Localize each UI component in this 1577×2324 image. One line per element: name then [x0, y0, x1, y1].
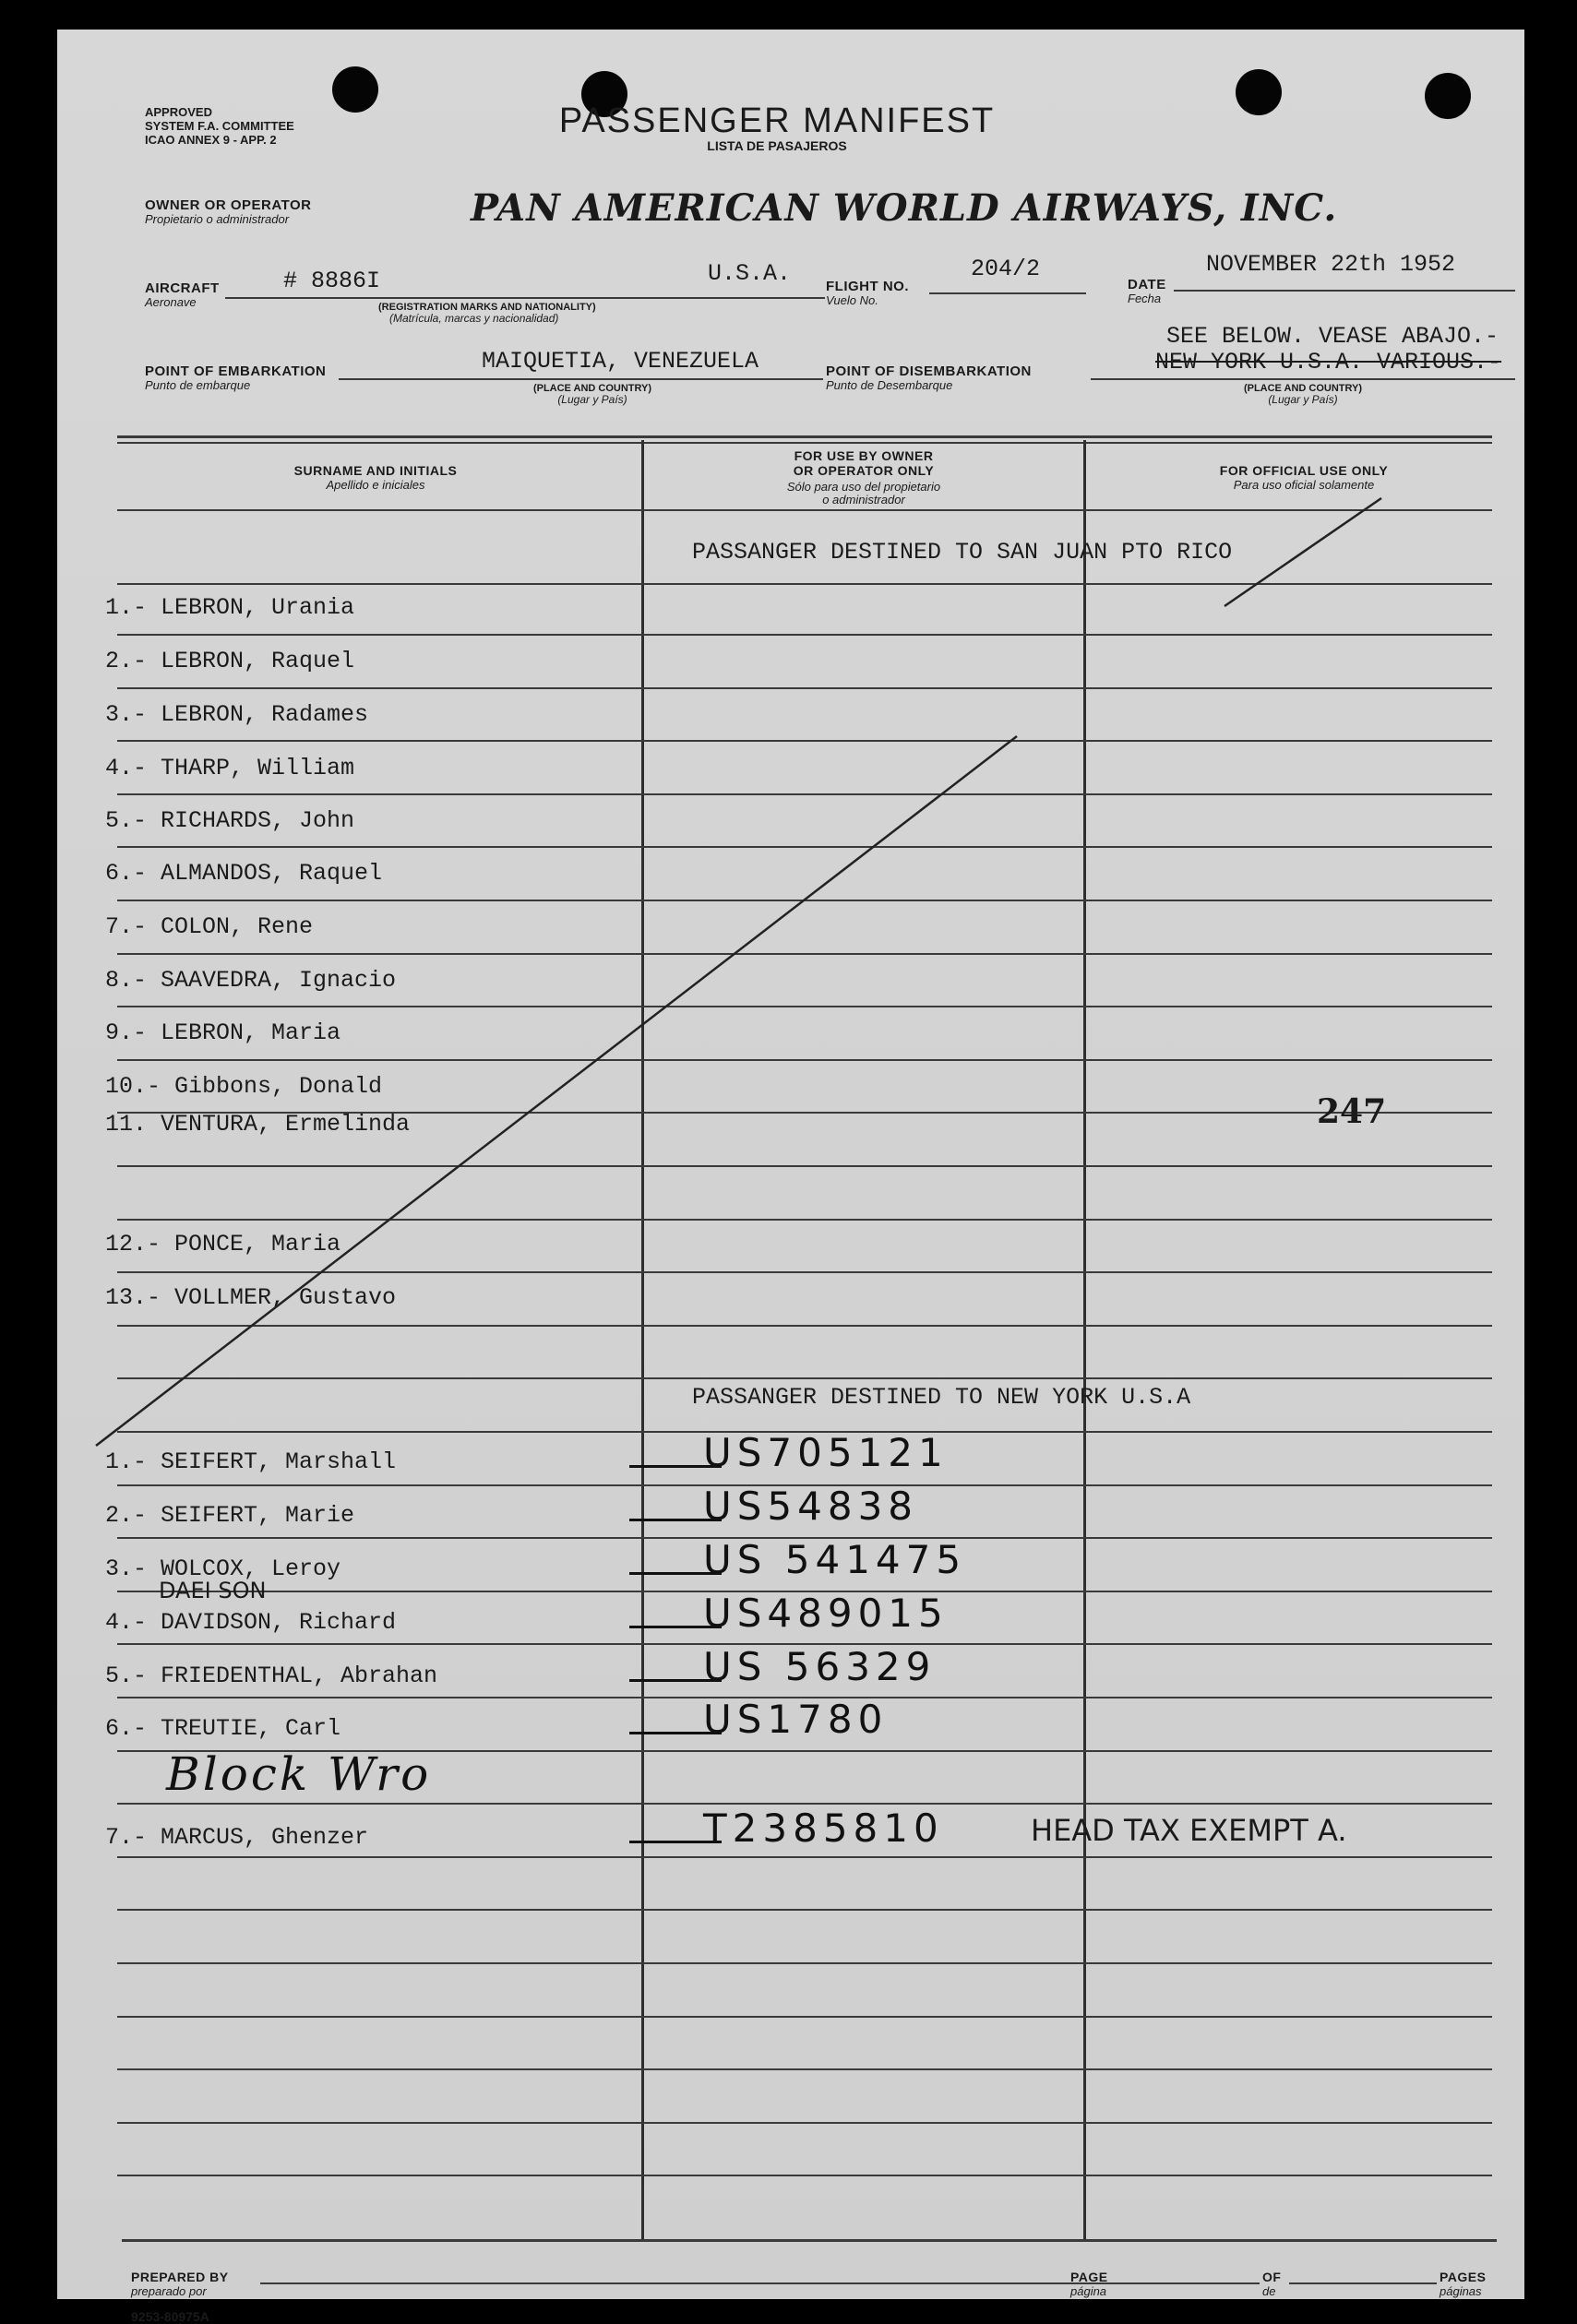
column-header-owner-2: OR OPERATOR ONLY [793, 463, 935, 478]
handwritten-correction: DAEI SON [159, 1578, 267, 1603]
place-note-2: (PLACE AND COUNTRY) [1243, 383, 1363, 394]
page-label-es: página [1070, 2284, 1107, 2298]
document-number: US705121 [703, 1430, 949, 1475]
registration-note: (REGISTRATION MARKS AND NATIONALITY) [378, 302, 596, 313]
aircraft-value: # 8886I [283, 268, 381, 294]
passenger-row: 2.- LEBRON, Raquel [105, 648, 355, 674]
embarkation-label-es: Punto de embarque [145, 378, 251, 392]
of-label-es: de [1262, 2284, 1276, 2298]
place-note-2-es: (Lugar y País) [1268, 393, 1338, 406]
passenger-row: 1.- SEIFERT, Marshall [105, 1448, 397, 1475]
approval-line: ICAO ANNEX 9 - APP. 2 [145, 133, 277, 147]
disembarkation-value-1: SEE BELOW. VEASE ABAJO.- [1166, 323, 1499, 350]
cancel-strike-lines [57, 30, 1524, 2299]
handwritten-note: Block Wro [166, 1747, 432, 1801]
passenger-row: 13.- VOLLMER, Gustavo [105, 1284, 397, 1311]
owner-label: OWNER OR OPERATOR [145, 197, 312, 213]
passenger-row: 7.- MARCUS, Ghenzer [105, 1824, 369, 1851]
passenger-row: 5.- FRIEDENTHAL, Abrahan [105, 1663, 438, 1689]
date-label-es: Fecha [1128, 292, 1162, 305]
column-header-surname-es: Apellido e iniciales [326, 478, 425, 492]
passenger-row: 6.- ALMANDOS, Raquel [105, 860, 383, 887]
passenger-row: 2.- SEIFERT, Marie [105, 1502, 355, 1529]
document-number: US 541475 [703, 1537, 967, 1582]
embarkation-label: POINT OF EMBARKATION [145, 363, 327, 379]
owner-value: PAN AMERICAN WORLD AIRWAYS, INC. [471, 186, 1338, 230]
page-title: PASSENGER MANIFEST [558, 101, 996, 140]
passenger-row: 8.- SAAVEDRA, Ignacio [105, 967, 397, 994]
manifest-sheet [57, 30, 1524, 2324]
page-subtitle: LISTA DE PASAJEROS [707, 138, 847, 153]
flight-value: 204/2 [971, 256, 1041, 282]
column-header-official: FOR OFFICIAL USE ONLY [1219, 463, 1389, 478]
passenger-row: 12.- PONCE, Maria [105, 1231, 341, 1257]
passenger-row: 7.- COLON, Rene [105, 913, 314, 940]
owner-label-es: Propietario o administrador [145, 212, 290, 226]
place-note: (PLACE AND COUNTRY) [532, 383, 652, 394]
column-header-owner-es-2: o administrador [822, 493, 905, 507]
passenger-row: 11. VENTURA, Ermelinda [105, 1111, 411, 1138]
date-label: DATE [1128, 277, 1166, 292]
column-header-official-es: Para uso oficial solamente [1233, 478, 1375, 492]
document-number: US 56329 [703, 1644, 937, 1689]
place-note-es: (Lugar y País) [557, 393, 627, 406]
passenger-row: 4.- THARP, William [105, 755, 355, 781]
passenger-row: 3.- WOLCOX, Leroy [105, 1555, 341, 1582]
document-number: US489015 [703, 1591, 949, 1636]
column-header-surname: SURNAME AND INITIALS [293, 463, 458, 478]
pages-label: PAGES [1440, 2270, 1487, 2284]
column-header-owner-es: Sólo para uso del propietario [786, 480, 941, 494]
flight-label: FLIGHT NO. [826, 279, 909, 294]
document-number: T2385810 [703, 1806, 944, 1851]
approval-line: APPROVED [145, 105, 212, 119]
prepared-label-es: preparado por [131, 2284, 207, 2298]
form-number: 9253-80975A [131, 2309, 209, 2324]
aircraft-nationality: U.S.A. [708, 260, 792, 287]
of-label: OF [1262, 2270, 1282, 2284]
flight-label-es: Vuelo No. [826, 293, 878, 307]
group-heading-san-juan: PASSANGER DESTINED TO SAN JUAN PTO RICO [692, 539, 1233, 566]
aircraft-label-es: Aeronave [145, 295, 197, 309]
embarkation-value: MAIQUETIA, VENEZUELA [482, 348, 759, 375]
pages-label-es: páginas [1440, 2284, 1482, 2298]
passenger-row: 6.- TREUTIE, Carl [105, 1715, 341, 1742]
prepared-label: PREPARED BY [131, 2270, 229, 2284]
aircraft-label: AIRCRAFT [145, 280, 220, 296]
document-number: US1780 [703, 1697, 889, 1742]
group-heading-new-york: PASSANGER DESTINED TO NEW YORK U.S.A [692, 1384, 1191, 1411]
approval-line: SYSTEM F.A. COMMITTEE [145, 119, 294, 133]
registration-note-es: (Matrícula, marcas y nacionalidad) [389, 312, 559, 325]
passenger-row: 9.- LEBRON, Maria [105, 1019, 341, 1046]
passenger-count-stamp: 247 [1317, 1092, 1387, 1131]
disembarkation-label-es: Punto de Desembarque [826, 378, 953, 392]
column-header-owner: FOR USE BY OWNER [794, 448, 934, 463]
passenger-row: 10.- Gibbons, Donald [105, 1073, 383, 1100]
document-number: US54838 [703, 1484, 919, 1529]
head-tax-note: HEAD TAX EXEMPT A. [1031, 1813, 1347, 1848]
passenger-row: 4.- DAVIDSON, Richard [105, 1609, 397, 1636]
passenger-row: 1.- LEBRON, Urania [105, 594, 355, 621]
disembarkation-value-2: NEW YORK U.S.A. VARIOUS.- [1155, 349, 1502, 375]
page-label: PAGE [1070, 2270, 1108, 2284]
passenger-row: 5.- RICHARDS, John [105, 807, 355, 834]
disembarkation-label: POINT OF DISEMBARKATION [826, 363, 1032, 379]
date-value: NOVEMBER 22th 1952 [1206, 251, 1456, 278]
passenger-row: 3.- LEBRON, Radames [105, 701, 369, 728]
